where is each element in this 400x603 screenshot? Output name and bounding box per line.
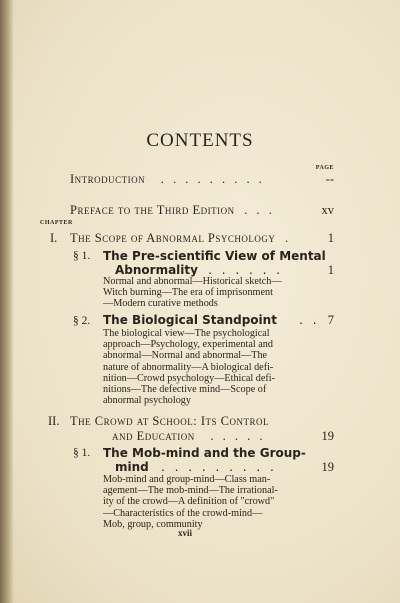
summary-line: Mob-mind and group-mind—Class man-	[103, 474, 271, 485]
toc-chapter-title-line1: The Crowd at School: Its Control	[70, 414, 270, 428]
entry-page-number: --	[325, 172, 334, 186]
entry-leader: . .	[299, 313, 320, 327]
entry-leader: . . . . . .	[208, 263, 284, 277]
section-number: § 1.	[73, 250, 91, 262]
summary-line: —Modern curative methods	[103, 298, 218, 310]
summary-line: approach—Psychology, experimental and	[103, 339, 273, 351]
summary-line: nitions—The defective mind—Scope of	[103, 384, 267, 396]
toc-entry-introduction	[70, 172, 265, 187]
toc-chapter-title	[70, 231, 291, 246]
section-summary	[103, 328, 305, 406]
entry-leader: . . .	[244, 203, 275, 217]
toc-chapter-title-line2: and Education . . . . .	[112, 429, 266, 443]
entry-page-number: xv	[321, 203, 334, 217]
summary-line: Witch burning—The era of imprisonment	[103, 287, 273, 299]
toc-entry-preface	[70, 203, 275, 218]
chapter-column-label: CHAPTER	[40, 220, 73, 226]
entry-page-number: 19	[321, 429, 334, 443]
page-folio: xvii	[177, 528, 192, 538]
summary-line: Mob, group, community	[103, 518, 203, 530]
section-number: § 1.	[73, 447, 91, 459]
entry-leader: . . . . . . . . .	[160, 172, 265, 186]
summary-line: —Characteristics of the crowd-mind—	[103, 507, 263, 519]
entry-title: Preface to the Third Edition	[70, 203, 235, 217]
summary-line: abnormal—Normal and abnormal—The	[103, 350, 268, 362]
section-number: § 2.	[73, 315, 91, 327]
entry-page-number: 1	[327, 231, 334, 245]
section-summary	[103, 276, 305, 310]
entry-leader: . . . . .	[210, 429, 266, 443]
section-summary	[103, 474, 305, 530]
summary-line: agement—The mob-mind—The irrational-	[103, 485, 278, 497]
entry-page-number: 1	[327, 263, 334, 277]
page-column-label: PAGE	[315, 165, 334, 171]
section-title-line2: mind . . . . . . . . .	[115, 460, 277, 474]
entry-page-number: 19	[321, 460, 334, 474]
summary-line: abnormal psychology	[103, 395, 191, 407]
section-title-line1: The Mob-mind and the Group-	[103, 446, 306, 460]
summary-line: The biological view—The psychological	[103, 328, 270, 339]
summary-line: Normal and abnormal—Historical sketch—	[103, 276, 282, 287]
entry-leader: . . . . . . . . .	[160, 460, 277, 474]
summary-line: nature of abnormality—A biological defi-	[103, 361, 274, 373]
chapter-number: I.	[50, 231, 58, 245]
section-title-line2: Abnormality . . . . . .	[115, 263, 284, 277]
chapter-title: The Scope of Abnormal Psychology	[70, 231, 276, 245]
section-title-line1: The Biological Standpoint . .	[103, 313, 320, 327]
entry-title: Introduction	[70, 172, 146, 186]
contents-heading: CONTENTS	[146, 130, 254, 151]
entry-leader: .	[285, 231, 292, 245]
section-title-line1: The Pre-scientific View of Mental	[103, 249, 326, 263]
chapter-number: II.	[48, 414, 60, 428]
summary-line: nition—Crowd psychology—Ethical defi-	[103, 372, 276, 384]
page-spine-shadow	[0, 0, 14, 603]
summary-line: ity of the crowd—A definition of "crowd"	[103, 496, 275, 508]
entry-page-number: 7	[327, 313, 334, 327]
